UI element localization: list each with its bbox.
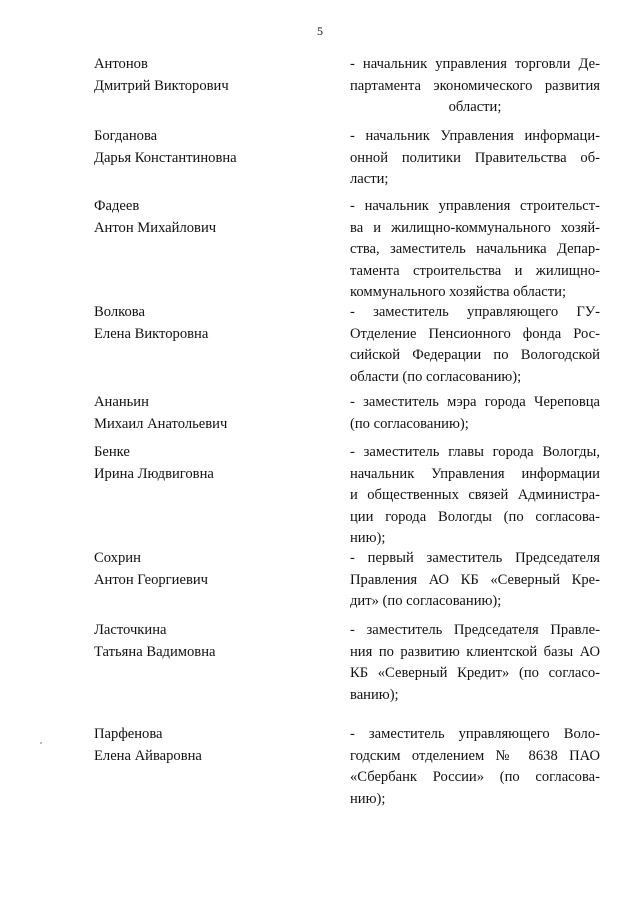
member-given-names: Антон Георгиевич — [94, 571, 208, 588]
role-line: и общественных связей Администра- — [350, 487, 600, 503]
member-surname: Бенке — [94, 444, 130, 460]
role-line: области; — [448, 99, 502, 115]
member-role — [350, 724, 600, 810]
role-line: ции города Вологды (по согласова- — [350, 508, 600, 525]
role-line: Правления АО КБ «Северный Кре- — [350, 571, 600, 588]
role-line: - начальник управления строительст- — [350, 198, 600, 214]
member-surname: Ласточкина — [94, 622, 167, 638]
member-given-names: Елена Викторовна — [94, 325, 209, 342]
member-role — [350, 196, 600, 304]
role-line: - заместитель мэра города Череповца — [350, 394, 600, 410]
member-surname: Антонов — [94, 56, 148, 72]
member-role — [350, 302, 600, 388]
member-given-names: Ирина Людвиговна — [94, 465, 214, 482]
member-surname: Парфенова — [94, 726, 163, 742]
member-role — [350, 126, 600, 191]
margin-speck — [40, 742, 42, 744]
role-line: - начальник Управления информаци- — [350, 128, 600, 144]
member-surname: Сохрин — [94, 550, 141, 566]
role-line: КБ «Северный Кредит» (по согласо- — [350, 665, 600, 681]
member-surname: Богданова — [94, 128, 158, 144]
member-given-names: Елена Айваровна — [94, 747, 202, 764]
member-given-names: Татьяна Вадимовна — [94, 643, 216, 660]
role-line: области (по согласованию); — [350, 368, 522, 385]
member-given-names: Антон Михайлович — [94, 219, 217, 236]
member-role — [350, 54, 600, 119]
member-role — [350, 620, 600, 706]
role-line: годским отделением № 8638 ПАО — [350, 747, 600, 764]
role-line: нию); — [350, 530, 386, 546]
role-line: ласти; — [350, 171, 389, 187]
member-name — [94, 54, 334, 97]
member-role — [350, 548, 600, 613]
member-surname: Волкова — [94, 304, 145, 320]
role-line: сийской Федерации по Вологодской — [350, 347, 600, 363]
role-line: (по согласованию); — [350, 415, 469, 432]
member-name — [94, 442, 334, 485]
role-line: - заместитель главы города Вологды, — [350, 444, 600, 460]
role-line: ва и жилищно-коммунального хозяй- — [350, 219, 600, 236]
member-given-names: Михаил Анатольевич — [94, 415, 228, 432]
role-line: ния по развитию клиентской базы АО — [350, 643, 600, 660]
member-role — [350, 392, 600, 435]
role-line: онной политики Правительства об- — [350, 149, 600, 166]
role-line: - заместитель Председателя Правле- — [350, 622, 600, 638]
role-line: нию); — [350, 790, 386, 807]
member-surname: Ананьин — [94, 394, 149, 410]
member-surname: Фадеев — [94, 198, 140, 214]
role-line: - заместитель управляющего Воло- — [350, 726, 600, 742]
role-line: - заместитель управляющего ГУ- — [350, 304, 600, 320]
role-line: ства, заместитель начальника Депар- — [350, 241, 600, 257]
role-line: «Сбербанк России» (по согласова- — [350, 769, 600, 785]
role-line: ванию); — [350, 686, 399, 703]
member-name — [94, 548, 334, 591]
member-given-names: Дарья Константиновна — [94, 149, 237, 166]
member-given-names: Дмитрий Викторович — [94, 77, 229, 94]
role-line: тамента строительства и жилищно- — [350, 262, 600, 279]
role-line: Отделение Пенсионного фонда Рос- — [350, 325, 600, 342]
role-line: - начальник управления торговли Де- — [350, 56, 600, 72]
role-line: партамента экономического развития — [350, 77, 600, 94]
member-name — [94, 392, 334, 435]
member-name — [94, 620, 334, 663]
role-line: дит» (по согласованию); — [350, 593, 502, 609]
page-number: 5 — [317, 24, 323, 38]
member-name — [94, 302, 334, 345]
role-line: - первый заместитель Председателя — [350, 550, 600, 566]
member-role — [350, 442, 600, 550]
role-line: коммунального хозяйства области; — [350, 284, 567, 300]
role-line: начальник Управления информации — [350, 465, 600, 482]
member-name — [94, 196, 334, 239]
member-name — [94, 724, 334, 767]
member-name — [94, 126, 334, 169]
